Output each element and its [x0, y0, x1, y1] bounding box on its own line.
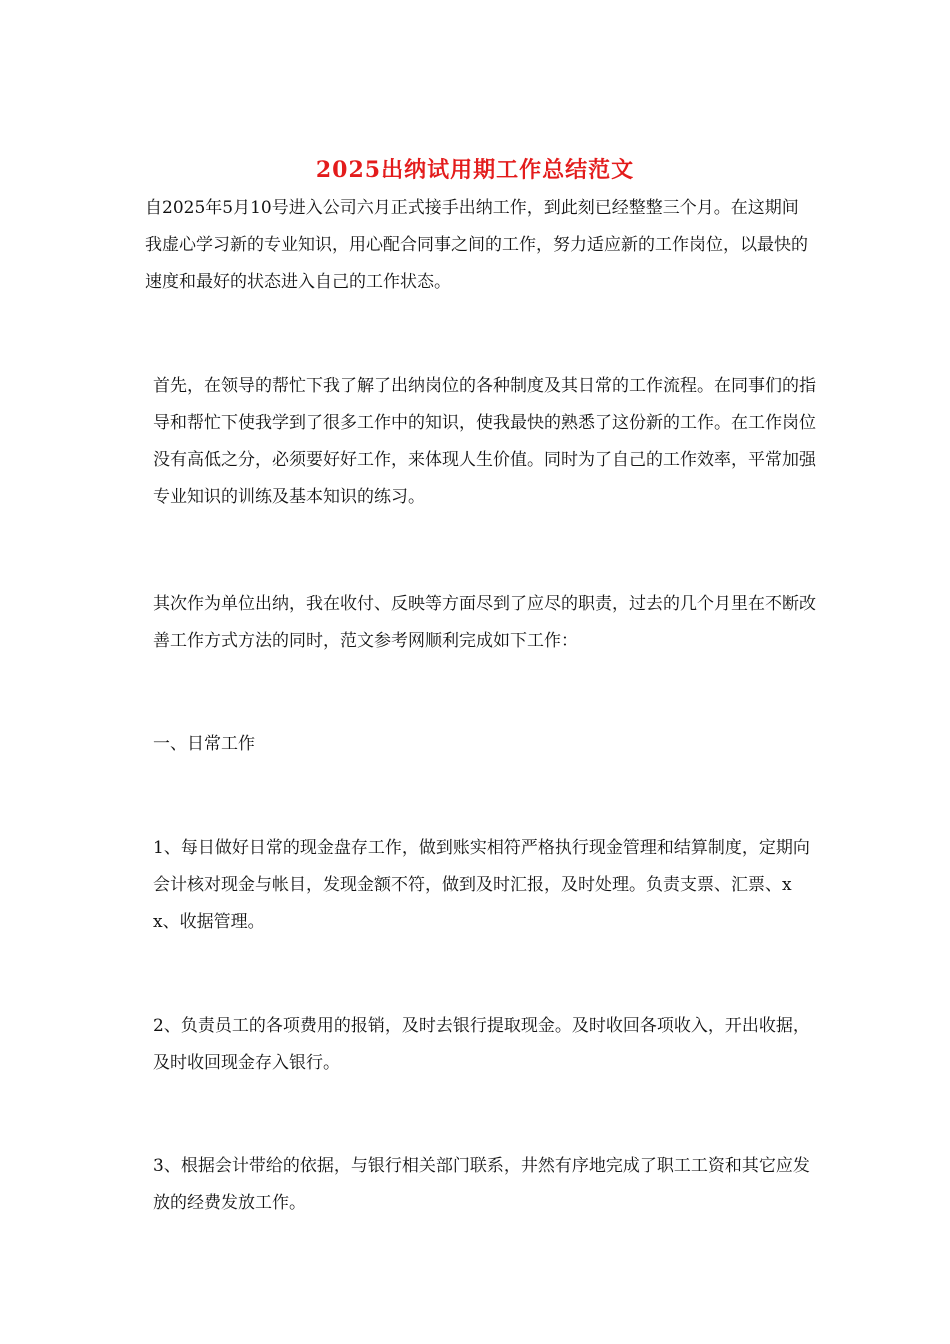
paragraph-intro: 自2025年5月10号进入公司六月正式接手出纳工作，到此刻已经整整三个月。在这期间我虚心学习新的专业知识，用心配合同事之间的工作，努力适应新的工作岗位，以最快的速度和最好的状态进入自己的工作状态。 — [145, 198, 808, 292]
list-item-2: 2、负责员工的各项费用的报销，及时去银行提取现金。及时收回各项收入，开出收据，及时收回现金存入银行。 — [153, 1016, 810, 1073]
paragraph-second: 其次作为单位出纳，我在收付、反映等方面尽到了应尽的职责，过去的几个月里在不断改善工作方式方法的同时，范文参考网顺利完成如下工作： — [153, 594, 816, 651]
list-item-3: 3、根据会计带给的依据，与银行相关部门联系，井然有序地完成了职工工资和其它应发放的经费发放工作。 — [153, 1156, 810, 1213]
list-item-1: 1、每日做好日常的现金盘存工作，做到账实相符严格执行现金管理和结算制度，定期向会计核对现金与帐目，发现金额不符，做到及时汇报，及时处理。负责支票、汇票、xx、收据管理。 — [153, 838, 810, 932]
document-title: 2025出纳试用期工作总结范文 — [315, 157, 635, 183]
section-heading-daily-work: 一、日常工作 — [153, 734, 255, 754]
paragraph-first: 首先，在领导的帮忙下我了解了出纳岗位的各种制度及其日常的工作流程。在同事们的指导和帮忙下使我学到了很多工作中的知识，使我最快的熟悉了这份新的工作。在工作岗位没有高低之分，必须要好好工作，来体现人生价值。同时为了自己的工作效率，平常加强专业知识的训练及基本知识的练习。 — [153, 376, 816, 507]
